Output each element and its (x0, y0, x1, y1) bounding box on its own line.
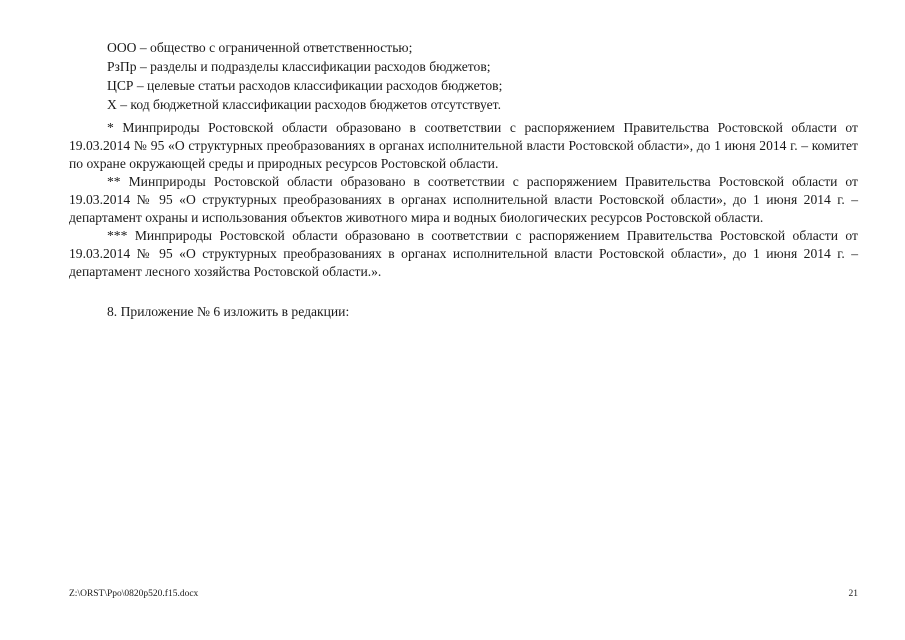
footnote-3: *** Минприроды Ростовской области образовано в соответствии с распоряжением Правительства Ростовской области от 19.03.2014 № 95 «О структурных преобразованиях в органах исполнительной власти Ростовской области», до 1 июня 2014 г. – департамент лесного хозяйства Ростовской области.». (69, 228, 858, 279)
footer-page-number: 21 (848, 589, 858, 599)
abbreviations-list (107, 38, 867, 114)
amendment-instruction: 8. Приложение № 6 изложить в редакции: (107, 304, 350, 319)
abbreviation-rzpr: РзПр – разделы и подразделы классификации расходов бюджетов; (107, 59, 491, 74)
abbreviation-csr: ЦСР – целевые статьи расходов классификации расходов бюджетов; (107, 78, 503, 93)
footnote-2: ** Минприроды Ростовской области образовано в соответствии с распоряжением Правительства Ростовской области от 19.03.2014 № 95 «О структурных преобразованиях в органах исполнительной власти Ростовской области», до 1 июня 2014 г. – департамент охраны и использования объектов животного мира и водных биологических ресурсов Ростовской области. (69, 174, 858, 225)
abbreviation-ooo: ООО – общество с ограниченной ответственностью; (107, 40, 413, 55)
footnote-1: * Минприроды Ростовской области образовано в соответствии с распоряжением Правительства Ростовской области от 19.03.2014 № 95 «О структурных преобразованиях в органах исполнительной власти Ростовской области», до 1 июня 2014 г. – комитет по охране окружающей среды и природных ресурсов Ростовской области. (69, 120, 858, 171)
footer-file-path: Z:\ORST\Ppo\0820p520.f15.docx (69, 589, 199, 599)
abbreviation-x: Х – код бюджетной классификации расходов бюджетов отсутствует. (107, 97, 501, 112)
footnotes-block (69, 119, 858, 281)
